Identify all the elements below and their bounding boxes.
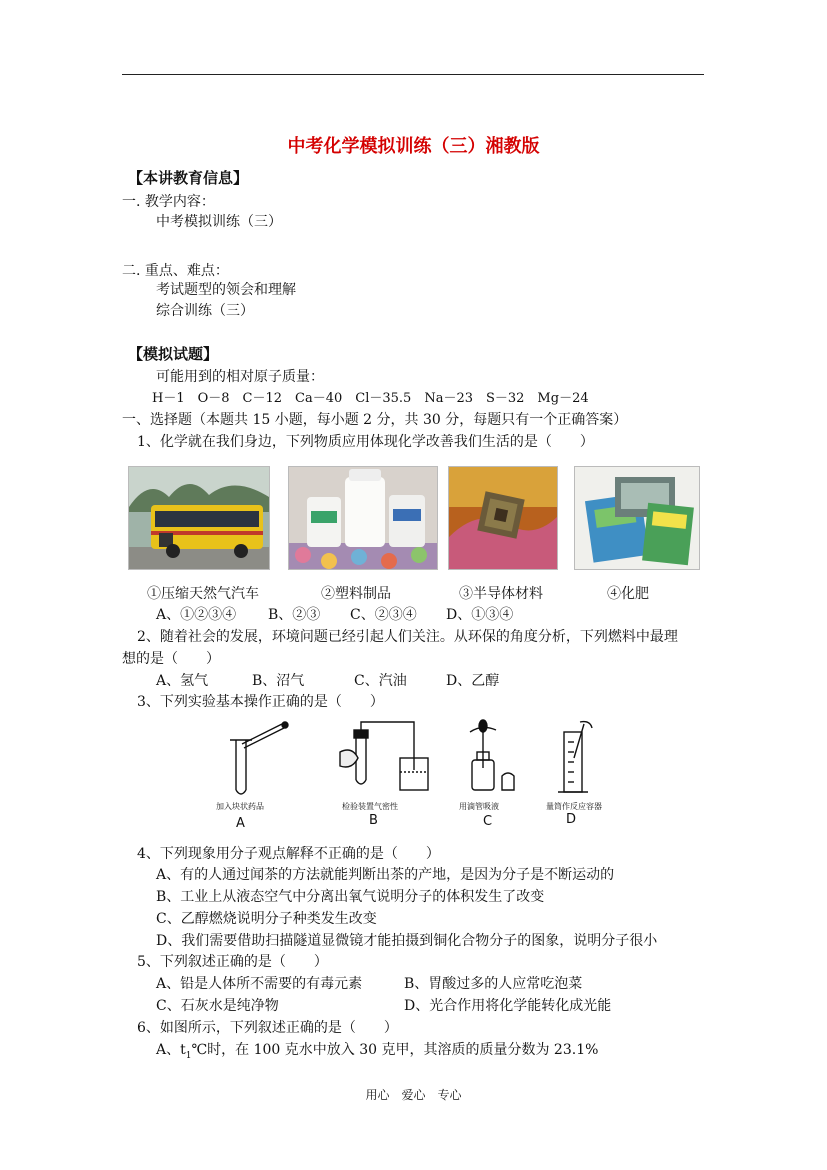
q6-option-a-sub: 1 — [185, 1050, 192, 1061]
q1-caption-2: ②塑料制品 — [321, 586, 391, 602]
q6-stem: 6、如图所示，下列叙述正确的是（ ） — [137, 1020, 398, 1036]
q6-option-a-prefix: A、t — [156, 1042, 186, 1058]
s1-content: 中考模拟训练（三） — [156, 214, 282, 230]
semiconductor-photo — [448, 466, 558, 570]
q2-option-c: C、汽油 — [354, 673, 407, 689]
q3-stem: 3、下列实验基本操作正确的是（ ） — [137, 694, 384, 710]
atomic-values: H－1 O－8 C－12 Ca－40 Cl－35.5 Na－23 S－32 Mg－24 — [152, 391, 589, 406]
q2-stem-line2: 想的是（ ） — [122, 651, 220, 667]
q2-option-b: B、沼气 — [252, 673, 305, 689]
q1-option-d: D、①③④ — [446, 607, 514, 623]
q3-label-b: 检验装置气密性 — [342, 802, 398, 811]
q1-caption-1: ①压缩天然气汽车 — [147, 586, 259, 602]
page-title: 中考化学模拟训练（三）湘教版 — [287, 136, 540, 157]
q5-option-d: D、光合作用将化学能转化成光能 — [404, 998, 612, 1014]
header-rule — [122, 74, 704, 75]
s2-label: 二. 重点、难点： — [122, 263, 229, 279]
q5-option-c: C、石灰水是纯净物 — [156, 998, 279, 1014]
q3-letter-a: A — [236, 816, 245, 831]
q6-option-a — [156, 1041, 598, 1065]
q3-letter-b: B — [369, 813, 378, 828]
s2-line2: 综合训练（三） — [156, 303, 254, 319]
q1-caption-3: ③半导体材料 — [459, 586, 543, 602]
q3-letter-c: C — [483, 814, 493, 829]
q1-option-b: B、②③ — [268, 607, 321, 623]
q4-option-d: D、我们需要借助扫描隧道显微镜才能拍摄到铜化合物分子的图象，说明分子很小 — [156, 933, 658, 949]
test-tube-tweezers-icon — [230, 722, 288, 794]
q4-option-a: A、有的人通过闻茶的方法就能判断出茶的产地，是因为分子是不断运动的 — [156, 867, 615, 883]
part1-heading: 一、选择题（本题共 15 小题，每小题 2 分，共 30 分，每题只有一个正确答案） — [122, 412, 628, 428]
q1-stem: 1、化学就在我们身边，下列物质应用体现化学改善我们生活的是（ ） — [137, 434, 594, 450]
q4-option-b: B、工业上从液态空气中分离出氧气说明分子的体积发生了改变 — [156, 889, 545, 905]
q2-option-d: D、乙醇 — [446, 673, 500, 689]
section-info-header: 【本讲教育信息】 — [128, 169, 249, 187]
lab-apparatus-figure — [212, 718, 632, 810]
page-footer: 用心 爱心 专心 — [365, 1088, 462, 1102]
q4-stem: 4、下列现象用分子观点解释不正确的是（ ） — [137, 846, 440, 862]
q1-option-c: C、②③④ — [350, 607, 417, 623]
q4-option-c: C、乙醇燃烧说明分子种类发生改变 — [156, 911, 377, 927]
q1-caption-4: ④化肥 — [607, 586, 649, 602]
s2-line1: 考试题型的领会和理解 — [156, 282, 296, 298]
q3-letter-d: D — [566, 812, 577, 827]
q2-stem-line1: 2、随着社会的发展，环境问题已经引起人们关注。从环保的角度分析，下列燃料中最理 — [137, 629, 678, 645]
q6-option-a-text: ℃时，在 100 克水中放入 30 克甲，其溶质的质量分数为 23.1% — [191, 1042, 599, 1058]
q2-option-a: A、氢气 — [156, 673, 209, 689]
graduated-cylinder-icon — [558, 722, 592, 792]
airtightness-apparatus-icon — [340, 722, 428, 790]
plastic-photo — [288, 466, 438, 570]
q3-label-c: 用滴管吸液 — [459, 802, 499, 811]
q5-stem: 5、下列叙述正确的是（ ） — [137, 954, 328, 970]
atomic-label: 可能用到的相对原子质量： — [156, 369, 324, 385]
q5-option-b: B、胃酸过多的人应常吃泡菜 — [404, 976, 583, 992]
s1-label: 一. 教学内容： — [122, 194, 215, 210]
fertilizer-photo — [574, 466, 700, 570]
bus-photo — [128, 466, 270, 570]
q1-option-a: A、①②③④ — [156, 607, 237, 623]
q5-option-a: A、铅是人体所不需要的有毒元素 — [156, 976, 363, 992]
q3-label-d: 量筒作反应容器 — [546, 802, 602, 811]
section-mock-header: 【模拟试题】 — [128, 345, 219, 363]
dropper-bottle-icon — [470, 720, 514, 790]
q3-label-a: 加入块状药品 — [216, 802, 264, 811]
